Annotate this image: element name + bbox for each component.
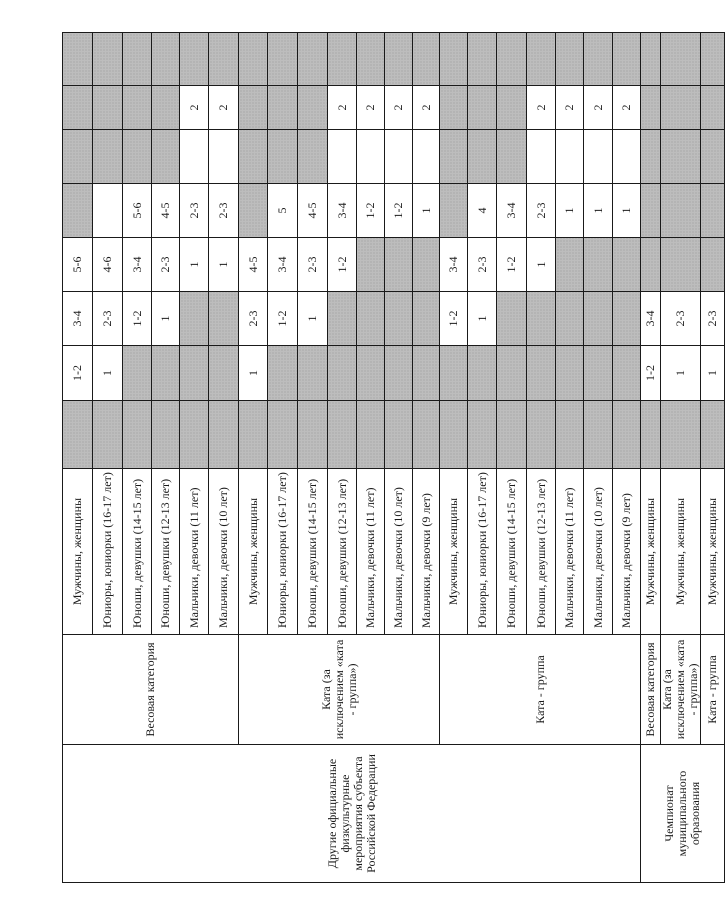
value-cell: 1-2: [63, 346, 93, 401]
value-cell: 2-3: [152, 238, 180, 292]
value-cell: [152, 86, 180, 130]
value-cell: 3-4: [123, 238, 152, 292]
value-cell: [468, 86, 497, 130]
value-cell: 4-6: [93, 238, 123, 292]
value-cell: [613, 33, 641, 86]
rotated-table-container: [62, 33, 719, 883]
value-cell: [701, 86, 725, 130]
value-cell: [468, 33, 497, 86]
value-cell: [701, 238, 725, 292]
age-group-cell: Юниоры, юниорки (16-17 лет): [468, 469, 497, 635]
value-cell: 1: [701, 346, 725, 401]
value-cell: [268, 346, 298, 401]
value-cell: [556, 33, 584, 86]
value-cell: [268, 33, 298, 86]
value-cell: 2-3: [180, 184, 209, 238]
value-cell: [93, 401, 123, 469]
value-cell: [385, 238, 413, 292]
value-cell: [63, 184, 93, 238]
value-cell: [180, 130, 209, 184]
table-row: [641, 33, 661, 883]
value-cell: [239, 33, 268, 86]
value-cell: [661, 33, 701, 86]
age-group-cell: Юноши, девушки (12-13 лет): [152, 469, 180, 635]
value-cell: 1-2: [440, 292, 468, 346]
value-cell: 1: [556, 184, 584, 238]
value-cell: [63, 401, 93, 469]
value-cell: [556, 401, 584, 469]
value-cell: 1: [152, 292, 180, 346]
value-cell: [328, 401, 357, 469]
value-cell: [63, 33, 93, 86]
age-group-cell: Юниоры, юниорки (16-17 лет): [268, 469, 298, 635]
value-cell: [180, 292, 209, 346]
value-cell: [152, 33, 180, 86]
value-cell: [268, 130, 298, 184]
age-group-cell: Мальчики, девочки (9 лет): [413, 469, 440, 635]
value-cell: 2-3: [298, 238, 328, 292]
age-group-cell: Мальчики, девочки (9 лет): [613, 469, 641, 635]
value-cell: [641, 401, 661, 469]
value-cell: 5: [268, 184, 298, 238]
value-cell: 2: [209, 86, 239, 130]
value-cell: 1: [298, 292, 328, 346]
value-cell: 1: [613, 184, 641, 238]
value-cell: [385, 292, 413, 346]
age-group-cell: Юноши, девушки (12-13 лет): [328, 469, 357, 635]
age-group-cell: Мальчики, девочки (11 лет): [357, 469, 385, 635]
value-cell: 2-3: [661, 292, 701, 346]
discipline-cell: Весовая категория: [63, 635, 239, 745]
age-group-cell: Юниоры, юниорки (16-17 лет): [93, 469, 123, 635]
value-cell: [527, 346, 556, 401]
value-cell: [152, 346, 180, 401]
value-cell: [440, 86, 468, 130]
sports-rank-table: [62, 32, 725, 883]
value-cell: [123, 33, 152, 86]
value-cell: [613, 130, 641, 184]
value-cell: [357, 238, 385, 292]
value-cell: [298, 33, 328, 86]
age-group-cell: Мужчины, женщины: [701, 469, 725, 635]
value-cell: 1-2: [123, 292, 152, 346]
value-cell: [239, 184, 268, 238]
value-cell: 4-5: [152, 184, 180, 238]
value-cell: [440, 346, 468, 401]
value-cell: [556, 130, 584, 184]
discipline-cell: Ката (за исключением «ката - группа»): [239, 635, 440, 745]
value-cell: [357, 130, 385, 184]
value-cell: [497, 292, 527, 346]
value-cell: [93, 33, 123, 86]
value-cell: 2-3: [468, 238, 497, 292]
age-group-cell: Юноши, девушки (12-13 лет): [527, 469, 556, 635]
value-cell: [123, 346, 152, 401]
value-cell: [123, 86, 152, 130]
value-cell: [328, 292, 357, 346]
value-cell: 2: [357, 86, 385, 130]
discipline-cell: Весовая категория: [641, 635, 661, 745]
value-cell: 1: [180, 238, 209, 292]
value-cell: [413, 346, 440, 401]
value-cell: 2-3: [239, 292, 268, 346]
value-cell: [701, 184, 725, 238]
value-cell: 3-4: [268, 238, 298, 292]
value-cell: [641, 238, 661, 292]
value-cell: [209, 401, 239, 469]
value-cell: 2: [527, 86, 556, 130]
discipline-cell: Ката - группа: [701, 635, 725, 745]
value-cell: [413, 292, 440, 346]
value-cell: [239, 130, 268, 184]
value-cell: 2: [413, 86, 440, 130]
value-cell: 3-4: [440, 238, 468, 292]
value-cell: [497, 86, 527, 130]
value-cell: [298, 86, 328, 130]
value-cell: [357, 401, 385, 469]
value-cell: 3-4: [497, 184, 527, 238]
value-cell: 1: [584, 184, 613, 238]
value-cell: 1: [661, 346, 701, 401]
value-cell: [584, 33, 613, 86]
value-cell: [584, 238, 613, 292]
value-cell: [613, 292, 641, 346]
value-cell: 3-4: [641, 292, 661, 346]
value-cell: [63, 86, 93, 130]
age-group-cell: Мужчины, женщины: [63, 469, 93, 635]
value-cell: [298, 401, 328, 469]
age-group-cell: Мужчины, женщины: [661, 469, 701, 635]
age-group-cell: Юноши, девушки (14-15 лет): [298, 469, 328, 635]
value-cell: [584, 401, 613, 469]
value-cell: [497, 401, 527, 469]
age-group-cell: Мальчики, девочки (10 лет): [385, 469, 413, 635]
value-cell: [527, 130, 556, 184]
value-cell: [556, 292, 584, 346]
value-cell: [123, 130, 152, 184]
value-cell: [556, 346, 584, 401]
value-cell: [661, 184, 701, 238]
value-cell: 1-2: [328, 238, 357, 292]
value-cell: [641, 184, 661, 238]
value-cell: [440, 401, 468, 469]
value-cell: [413, 401, 440, 469]
value-cell: 1-2: [268, 292, 298, 346]
value-cell: 5-6: [63, 238, 93, 292]
value-cell: [180, 33, 209, 86]
value-cell: 2: [328, 86, 357, 130]
value-cell: [641, 33, 661, 86]
age-group-cell: Мужчины, женщины: [239, 469, 268, 635]
value-cell: [527, 33, 556, 86]
value-cell: [468, 130, 497, 184]
value-cell: [413, 238, 440, 292]
value-cell: [661, 238, 701, 292]
age-group-cell: Мужчины, женщины: [641, 469, 661, 635]
value-cell: [239, 401, 268, 469]
value-cell: [527, 401, 556, 469]
value-cell: [661, 401, 701, 469]
value-cell: [661, 86, 701, 130]
value-cell: [497, 130, 527, 184]
value-cell: 1-2: [357, 184, 385, 238]
value-cell: [152, 401, 180, 469]
value-cell: [613, 401, 641, 469]
value-cell: [385, 33, 413, 86]
value-cell: [641, 130, 661, 184]
value-cell: [268, 401, 298, 469]
value-cell: 4-5: [298, 184, 328, 238]
value-cell: [385, 401, 413, 469]
value-cell: [440, 184, 468, 238]
value-cell: [468, 346, 497, 401]
value-cell: 2-3: [209, 184, 239, 238]
value-cell: 3-4: [63, 292, 93, 346]
value-cell: 2-3: [701, 292, 725, 346]
discipline-cell: Ката - группа: [440, 635, 641, 745]
value-cell: [123, 401, 152, 469]
value-cell: [209, 292, 239, 346]
value-cell: [357, 33, 385, 86]
value-cell: [440, 33, 468, 86]
value-cell: 2: [613, 86, 641, 130]
value-cell: [209, 33, 239, 86]
value-cell: [93, 130, 123, 184]
value-cell: [328, 33, 357, 86]
value-cell: 4-5: [239, 238, 268, 292]
value-cell: [661, 130, 701, 184]
discipline-cell: Ката (за исключением «ката - группа»): [661, 635, 701, 745]
value-cell: [268, 86, 298, 130]
value-cell: [701, 130, 725, 184]
value-cell: 1: [239, 346, 268, 401]
value-cell: [180, 401, 209, 469]
value-cell: 1: [527, 238, 556, 292]
value-cell: 2: [584, 86, 613, 130]
value-cell: [413, 33, 440, 86]
value-cell: [556, 238, 584, 292]
value-cell: [209, 346, 239, 401]
value-cell: 1: [468, 292, 497, 346]
value-cell: 5-6: [123, 184, 152, 238]
value-cell: 2-3: [93, 292, 123, 346]
value-cell: 2-3: [527, 184, 556, 238]
value-cell: [497, 346, 527, 401]
value-cell: 1-2: [497, 238, 527, 292]
value-cell: [328, 130, 357, 184]
value-cell: 4: [468, 184, 497, 238]
value-cell: [613, 238, 641, 292]
value-cell: 2: [180, 86, 209, 130]
value-cell: [152, 130, 180, 184]
value-cell: [497, 33, 527, 86]
value-cell: [298, 130, 328, 184]
age-group-cell: Мальчики, девочки (11 лет): [556, 469, 584, 635]
value-cell: 2: [556, 86, 584, 130]
age-group-cell: Мальчики, девочки (10 лет): [584, 469, 613, 635]
value-cell: [357, 292, 385, 346]
value-cell: [701, 33, 725, 86]
age-group-cell: Мальчики, девочки (11 лет): [180, 469, 209, 635]
age-group-cell: Юноши, девушки (14-15 лет): [123, 469, 152, 635]
value-cell: 1: [413, 184, 440, 238]
value-cell: 3-4: [328, 184, 357, 238]
value-cell: [701, 401, 725, 469]
value-cell: [357, 346, 385, 401]
value-cell: [527, 292, 556, 346]
value-cell: 1: [209, 238, 239, 292]
value-cell: [180, 346, 209, 401]
age-group-cell: Юноши, девушки (14-15 лет): [497, 469, 527, 635]
value-cell: [440, 130, 468, 184]
value-cell: [641, 86, 661, 130]
age-group-cell: Мужчины, женщины: [440, 469, 468, 635]
value-cell: [385, 130, 413, 184]
age-group-cell: Мальчики, девочки (10 лет): [209, 469, 239, 635]
value-cell: 1-2: [385, 184, 413, 238]
value-cell: 1: [93, 346, 123, 401]
value-cell: [93, 86, 123, 130]
value-cell: [413, 130, 440, 184]
value-cell: 2: [385, 86, 413, 130]
competition-level-cell: Другие официальные физкультурные мероприятия субъекта Российской Федерации: [63, 745, 641, 883]
value-cell: [93, 184, 123, 238]
value-cell: [63, 130, 93, 184]
table-row: [63, 33, 93, 883]
value-cell: [584, 346, 613, 401]
value-cell: [584, 292, 613, 346]
value-cell: [239, 86, 268, 130]
value-cell: [298, 346, 328, 401]
competition-level-cell: Чемпионат муниципального образования: [641, 745, 725, 883]
value-cell: [209, 130, 239, 184]
value-cell: 1-2: [641, 346, 661, 401]
value-cell: [385, 346, 413, 401]
value-cell: [584, 130, 613, 184]
value-cell: [468, 401, 497, 469]
value-cell: [328, 346, 357, 401]
value-cell: [613, 346, 641, 401]
